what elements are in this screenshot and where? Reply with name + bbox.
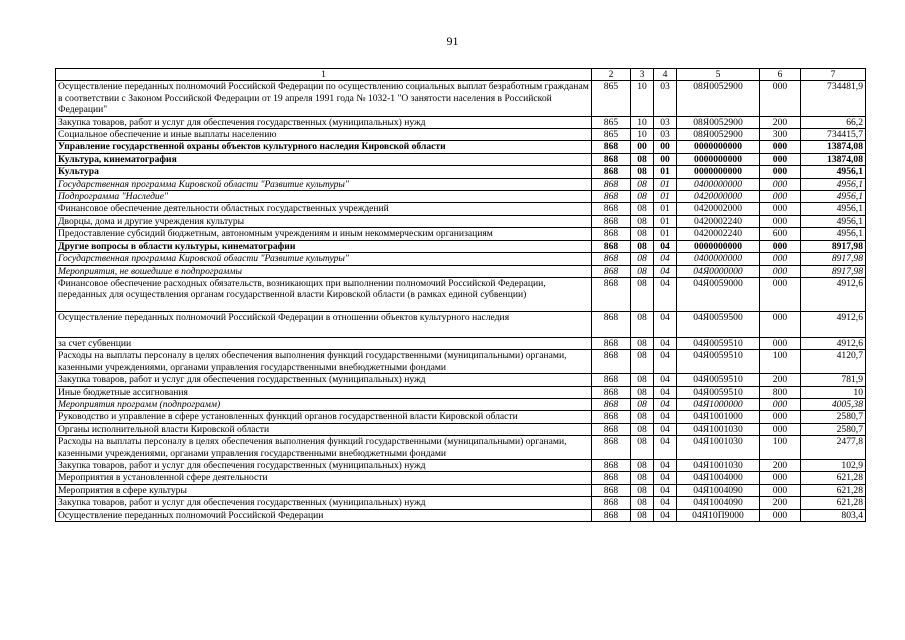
amount-cell: 13874,08 bbox=[801, 141, 866, 153]
expense-name-cell: Закупка товаров, работ и услуг для обеспечения государственных (муниципальных) нужд bbox=[56, 459, 592, 471]
expense-name-cell: Предоставление субсидий бюджетным, автономным учреждениям и иным некоммерческим организациям bbox=[56, 228, 592, 240]
header-cell-4: 4 bbox=[654, 69, 677, 81]
target-article-code-cell: 0420000000 bbox=[677, 191, 760, 203]
target-article-code-cell: 04Я0059000 bbox=[677, 277, 760, 311]
expense-name-cell: Расходы на выплаты персоналу в целях обеспечения выполнения функций государственными (муниципальными) органами, казенными учреждениями, органами управления государственными внебюджетными фондами bbox=[56, 350, 592, 374]
grbs-code-cell: 868 bbox=[592, 472, 631, 484]
expense-type-code-cell: 000 bbox=[760, 484, 801, 496]
subsection-code-cell: 01 bbox=[654, 203, 677, 215]
section-code-cell: 08 bbox=[631, 253, 654, 265]
expense-type-code-cell: 000 bbox=[760, 253, 801, 265]
target-article-code-cell: 04Я10П9000 bbox=[677, 509, 760, 521]
target-article-code-cell: 0420002240 bbox=[677, 228, 760, 240]
expense-type-code-cell: 000 bbox=[760, 240, 801, 252]
target-article-code-cell: 08Я0052900 bbox=[677, 81, 760, 116]
target-article-code-cell: 04Я1000000 bbox=[677, 398, 760, 410]
target-article-code-cell: 04Я1004090 bbox=[677, 497, 760, 509]
expense-type-code-cell: 200 bbox=[760, 116, 801, 128]
expense-type-code-cell: 000 bbox=[760, 141, 801, 153]
section-code-cell: 08 bbox=[631, 178, 654, 190]
table-row bbox=[56, 153, 866, 165]
grbs-code-cell: 868 bbox=[592, 215, 631, 227]
expense-name-cell: Закупка товаров, работ и услуг для обеспечения государственных (муниципальных) нужд bbox=[56, 116, 592, 128]
subsection-code-cell: 01 bbox=[654, 191, 677, 203]
expense-type-code-cell: 800 bbox=[760, 386, 801, 398]
section-code-cell: 08 bbox=[631, 311, 654, 337]
header-cell-2: 2 bbox=[592, 69, 631, 81]
header-row bbox=[56, 69, 866, 81]
subsection-code-cell: 04 bbox=[654, 509, 677, 521]
amount-cell: 4956,1 bbox=[801, 191, 866, 203]
subsection-code-cell: 03 bbox=[654, 81, 677, 116]
table-row bbox=[56, 191, 866, 203]
table-body bbox=[56, 69, 866, 522]
target-article-code-cell: 04Я0059510 bbox=[677, 350, 760, 374]
section-code-cell: 08 bbox=[631, 191, 654, 203]
table-row bbox=[56, 311, 866, 337]
expense-name-cell: Осуществление переданных полномочий Российской Федерации в отношении объектов культурного наследия bbox=[56, 311, 592, 337]
subsection-code-cell: 04 bbox=[654, 484, 677, 496]
expense-name-cell: Мероприятия в сфере культуры bbox=[56, 484, 592, 496]
expense-type-code-cell: 000 bbox=[760, 311, 801, 337]
amount-cell: 4120,7 bbox=[801, 350, 866, 374]
grbs-code-cell: 868 bbox=[592, 509, 631, 521]
section-code-cell: 08 bbox=[631, 497, 654, 509]
section-code-cell: 08 bbox=[631, 509, 654, 521]
expense-name-cell: Мероприятия, не вошедшие в подпрограммы bbox=[56, 265, 592, 277]
grbs-code-cell: 868 bbox=[592, 265, 631, 277]
amount-cell: 621,28 bbox=[801, 472, 866, 484]
expense-type-code-cell: 000 bbox=[760, 215, 801, 227]
grbs-code-cell: 865 bbox=[592, 129, 631, 141]
expense-name-cell: Расходы на выплаты персоналу в целях обеспечения выполнения функций государственными (муниципальными) органами, казенными учреждениями, органами управления государственными внебюджетными фондами bbox=[56, 436, 592, 460]
expense-name-cell: Государственная программа Кировской области "Развитие культуры" bbox=[56, 178, 592, 190]
grbs-code-cell: 868 bbox=[592, 423, 631, 435]
expense-name-cell: Культура, кинематография bbox=[56, 153, 592, 165]
subsection-code-cell: 01 bbox=[654, 166, 677, 178]
table-row bbox=[56, 509, 866, 521]
table-row bbox=[56, 472, 866, 484]
table-row bbox=[56, 423, 866, 435]
table-row bbox=[56, 253, 866, 265]
section-code-cell: 08 bbox=[631, 215, 654, 227]
expense-type-code-cell: 200 bbox=[760, 459, 801, 471]
expense-name-cell: Органы исполнительной власти Кировской области bbox=[56, 423, 592, 435]
expense-name-cell: Мероприятия в установленной сфере деятельности bbox=[56, 472, 592, 484]
subsection-code-cell: 04 bbox=[654, 497, 677, 509]
budget-table bbox=[55, 68, 866, 522]
grbs-code-cell: 868 bbox=[592, 141, 631, 153]
table-row bbox=[56, 203, 866, 215]
section-code-cell: 08 bbox=[631, 166, 654, 178]
grbs-code-cell: 868 bbox=[592, 386, 631, 398]
target-article-code-cell: 04Я1001030 bbox=[677, 459, 760, 471]
subsection-code-cell: 03 bbox=[654, 116, 677, 128]
expense-type-code-cell: 000 bbox=[760, 337, 801, 349]
header-cell-5: 5 bbox=[677, 69, 760, 81]
expense-name-cell: Мероприятия программ (подпрограмм) bbox=[56, 398, 592, 410]
subsection-code-cell: 01 bbox=[654, 215, 677, 227]
target-article-code-cell: 04Я1004000 bbox=[677, 472, 760, 484]
subsection-code-cell: 04 bbox=[654, 337, 677, 349]
expense-name-cell: Осуществление переданных полномочий Российской Федерации по осуществлению социальных выплат безработным гражданам в соответствии с Законом Российской Федерации от 19 апреля 1991 года № 1032-1 "О занятости населения в Российской Федерации" bbox=[56, 81, 592, 116]
expense-name-cell: Финансовое обеспечение расходных обязательств, возникающих при выполнении полномочий Российской Федерации, переданных для осуществления органам государственной власти Кировской области (в рамках единой субвенции) bbox=[56, 277, 592, 311]
amount-cell: 4956,1 bbox=[801, 228, 866, 240]
table-row bbox=[56, 398, 866, 410]
amount-cell: 734481,9 bbox=[801, 81, 866, 116]
expense-type-code-cell: 000 bbox=[760, 277, 801, 311]
section-code-cell: 08 bbox=[631, 277, 654, 311]
subsection-code-cell: 03 bbox=[654, 129, 677, 141]
subsection-code-cell: 04 bbox=[654, 411, 677, 423]
subsection-code-cell: 04 bbox=[654, 265, 677, 277]
subsection-code-cell: 04 bbox=[654, 240, 677, 252]
header-cell-6: 6 bbox=[760, 69, 801, 81]
grbs-code-cell: 865 bbox=[592, 116, 631, 128]
section-code-cell: 08 bbox=[631, 472, 654, 484]
table-row bbox=[56, 484, 866, 496]
amount-cell: 4956,1 bbox=[801, 166, 866, 178]
amount-cell: 8917,98 bbox=[801, 253, 866, 265]
amount-cell: 4956,1 bbox=[801, 178, 866, 190]
grbs-code-cell: 868 bbox=[592, 203, 631, 215]
section-code-cell: 08 bbox=[631, 350, 654, 374]
grbs-code-cell: 868 bbox=[592, 398, 631, 410]
grbs-code-cell: 868 bbox=[592, 350, 631, 374]
grbs-code-cell: 868 bbox=[592, 253, 631, 265]
target-article-code-cell: 0000000000 bbox=[677, 153, 760, 165]
expense-name-cell: Закупка товаров, работ и услуг для обеспечения государственных (муниципальных) нужд bbox=[56, 497, 592, 509]
expense-type-code-cell: 000 bbox=[760, 265, 801, 277]
target-article-code-cell: 04Я0059500 bbox=[677, 311, 760, 337]
expense-type-code-cell: 000 bbox=[760, 411, 801, 423]
amount-cell: 2477,8 bbox=[801, 436, 866, 460]
section-code-cell: 08 bbox=[631, 386, 654, 398]
target-article-code-cell: 04Я0059510 bbox=[677, 374, 760, 386]
amount-cell: 4005,38 bbox=[801, 398, 866, 410]
expense-type-code-cell: 000 bbox=[760, 472, 801, 484]
subsection-code-cell: 04 bbox=[654, 436, 677, 460]
grbs-code-cell: 868 bbox=[592, 178, 631, 190]
subsection-code-cell: 04 bbox=[654, 311, 677, 337]
table-row bbox=[56, 436, 866, 460]
amount-cell: 803,4 bbox=[801, 509, 866, 521]
grbs-code-cell: 865 bbox=[592, 81, 631, 116]
target-article-code-cell: 0000000000 bbox=[677, 240, 760, 252]
target-article-code-cell: 0400000000 bbox=[677, 253, 760, 265]
target-article-code-cell: 04Я0059510 bbox=[677, 386, 760, 398]
expense-type-code-cell: 000 bbox=[760, 178, 801, 190]
subsection-code-cell: 04 bbox=[654, 472, 677, 484]
section-code-cell: 08 bbox=[631, 240, 654, 252]
amount-cell: 4912,6 bbox=[801, 311, 866, 337]
table-row bbox=[56, 337, 866, 349]
grbs-code-cell: 868 bbox=[592, 436, 631, 460]
subsection-code-cell: 04 bbox=[654, 398, 677, 410]
section-code-cell: 08 bbox=[631, 484, 654, 496]
subsection-code-cell: 04 bbox=[654, 386, 677, 398]
table-row bbox=[56, 459, 866, 471]
expense-type-code-cell: 000 bbox=[760, 509, 801, 521]
amount-cell: 10 bbox=[801, 386, 866, 398]
subsection-code-cell: 04 bbox=[654, 277, 677, 311]
table-row bbox=[56, 240, 866, 252]
grbs-code-cell: 868 bbox=[592, 484, 631, 496]
subsection-code-cell: 00 bbox=[654, 153, 677, 165]
target-article-code-cell: 04Я0000000 bbox=[677, 265, 760, 277]
section-code-cell: 08 bbox=[631, 374, 654, 386]
expense-name-cell: Осуществление переданных полномочий Российской Федерации bbox=[56, 509, 592, 521]
expense-type-code-cell: 300 bbox=[760, 129, 801, 141]
table-row bbox=[56, 166, 866, 178]
amount-cell: 621,28 bbox=[801, 484, 866, 496]
expense-name-cell: за счет субвенции bbox=[56, 337, 592, 349]
page-number: 91 bbox=[446, 34, 459, 48]
target-article-code-cell: 0000000000 bbox=[677, 141, 760, 153]
table-row bbox=[56, 497, 866, 509]
expense-name-cell: Иные бюджетные ассигнования bbox=[56, 386, 592, 398]
grbs-code-cell: 868 bbox=[592, 311, 631, 337]
table-row bbox=[56, 228, 866, 240]
grbs-code-cell: 868 bbox=[592, 374, 631, 386]
section-code-cell: 10 bbox=[631, 129, 654, 141]
table-row bbox=[56, 215, 866, 227]
expense-type-code-cell: 000 bbox=[760, 398, 801, 410]
amount-cell: 2580,7 bbox=[801, 411, 866, 423]
expense-name-cell: Культура bbox=[56, 166, 592, 178]
amount-cell: 2580,7 bbox=[801, 423, 866, 435]
subsection-code-cell: 04 bbox=[654, 459, 677, 471]
table-row bbox=[56, 81, 866, 116]
grbs-code-cell: 868 bbox=[592, 411, 631, 423]
section-code-cell: 10 bbox=[631, 81, 654, 116]
section-code-cell: 00 bbox=[631, 141, 654, 153]
expense-name-cell: Руководство и управление в сфере установленных функций органов государственной власти Кировской области bbox=[56, 411, 592, 423]
table-row bbox=[56, 374, 866, 386]
expense-name-cell: Подпрограмма "Наследие" bbox=[56, 191, 592, 203]
section-code-cell: 08 bbox=[631, 436, 654, 460]
expense-type-code-cell: 200 bbox=[760, 374, 801, 386]
table-row bbox=[56, 116, 866, 128]
amount-cell: 4912,6 bbox=[801, 277, 866, 311]
grbs-code-cell: 868 bbox=[592, 153, 631, 165]
expense-name-cell: Закупка товаров, работ и услуг для обеспечения государственных (муниципальных) нужд bbox=[56, 374, 592, 386]
expense-type-code-cell: 000 bbox=[760, 166, 801, 178]
table-row bbox=[56, 411, 866, 423]
amount-cell: 13874,08 bbox=[801, 153, 866, 165]
subsection-code-cell: 01 bbox=[654, 178, 677, 190]
amount-cell: 102,9 bbox=[801, 459, 866, 471]
expense-name-cell: Государственная программа Кировской области "Развитие культуры" bbox=[56, 253, 592, 265]
grbs-code-cell: 868 bbox=[592, 497, 631, 509]
table-row bbox=[56, 277, 866, 311]
expense-type-code-cell: 000 bbox=[760, 81, 801, 116]
table-row bbox=[56, 265, 866, 277]
section-code-cell: 08 bbox=[631, 398, 654, 410]
target-article-code-cell: 0000000000 bbox=[677, 166, 760, 178]
grbs-code-cell: 868 bbox=[592, 337, 631, 349]
expense-type-code-cell: 100 bbox=[760, 436, 801, 460]
section-code-cell: 08 bbox=[631, 459, 654, 471]
target-article-code-cell: 0420002000 bbox=[677, 203, 760, 215]
amount-cell: 621,28 bbox=[801, 497, 866, 509]
grbs-code-cell: 868 bbox=[592, 459, 631, 471]
grbs-code-cell: 868 bbox=[592, 228, 631, 240]
target-article-code-cell: 04Я1001030 bbox=[677, 436, 760, 460]
grbs-code-cell: 868 bbox=[592, 240, 631, 252]
expense-name-cell: Другие вопросы в области культуры, кинематографии bbox=[56, 240, 592, 252]
expense-type-code-cell: 100 bbox=[760, 350, 801, 374]
subsection-code-cell: 00 bbox=[654, 141, 677, 153]
expense-type-code-cell: 000 bbox=[760, 203, 801, 215]
table-row bbox=[56, 129, 866, 141]
table-row bbox=[56, 350, 866, 374]
header-cell-7: 7 bbox=[801, 69, 866, 81]
table-row bbox=[56, 141, 866, 153]
section-code-cell: 08 bbox=[631, 337, 654, 349]
amount-cell: 4956,1 bbox=[801, 215, 866, 227]
table-row bbox=[56, 386, 866, 398]
amount-cell: 8917,98 bbox=[801, 240, 866, 252]
header-cell-1: 1 bbox=[56, 69, 592, 81]
expense-type-code-cell: 000 bbox=[760, 191, 801, 203]
subsection-code-cell: 04 bbox=[654, 374, 677, 386]
amount-cell: 781,9 bbox=[801, 374, 866, 386]
expense-name-cell: Дворцы, дома и другие учреждения культуры bbox=[56, 215, 592, 227]
grbs-code-cell: 868 bbox=[592, 166, 631, 178]
section-code-cell: 08 bbox=[631, 265, 654, 277]
section-code-cell: 08 bbox=[631, 228, 654, 240]
expense-name-cell: Финансовое обеспечение деятельности областных государственных учреждений bbox=[56, 203, 592, 215]
target-article-code-cell: 04Я1001030 bbox=[677, 423, 760, 435]
target-article-code-cell: 0400000000 bbox=[677, 178, 760, 190]
expense-name-cell: Управление государственной охраны объектов культурного наследия Кировской области bbox=[56, 141, 592, 153]
amount-cell: 734415,7 bbox=[801, 129, 866, 141]
expense-type-code-cell: 000 bbox=[760, 153, 801, 165]
grbs-code-cell: 868 bbox=[592, 277, 631, 311]
target-article-code-cell: 08Я0052900 bbox=[677, 129, 760, 141]
target-article-code-cell: 0420002240 bbox=[677, 215, 760, 227]
header-cell-3: 3 bbox=[631, 69, 654, 81]
expense-name-cell: Социальное обеспечение и иные выплаты населению bbox=[56, 129, 592, 141]
amount-cell: 8917,98 bbox=[801, 265, 866, 277]
subsection-code-cell: 04 bbox=[654, 423, 677, 435]
section-code-cell: 08 bbox=[631, 203, 654, 215]
expense-type-code-cell: 200 bbox=[760, 497, 801, 509]
amount-cell: 4956,1 bbox=[801, 203, 866, 215]
target-article-code-cell: 04Я0059510 bbox=[677, 337, 760, 349]
target-article-code-cell: 04Я1001000 bbox=[677, 411, 760, 423]
expense-type-code-cell: 000 bbox=[760, 423, 801, 435]
expense-type-code-cell: 600 bbox=[760, 228, 801, 240]
section-code-cell: 08 bbox=[631, 411, 654, 423]
target-article-code-cell: 04Я1004090 bbox=[677, 484, 760, 496]
target-article-code-cell: 08Я0052900 bbox=[677, 116, 760, 128]
section-code-cell: 08 bbox=[631, 153, 654, 165]
amount-cell: 66,2 bbox=[801, 116, 866, 128]
subsection-code-cell: 04 bbox=[654, 350, 677, 374]
subsection-code-cell: 01 bbox=[654, 228, 677, 240]
amount-cell: 4912,6 bbox=[801, 337, 866, 349]
section-code-cell: 10 bbox=[631, 116, 654, 128]
table-row bbox=[56, 178, 866, 190]
grbs-code-cell: 868 bbox=[592, 191, 631, 203]
section-code-cell: 08 bbox=[631, 423, 654, 435]
subsection-code-cell: 04 bbox=[654, 253, 677, 265]
